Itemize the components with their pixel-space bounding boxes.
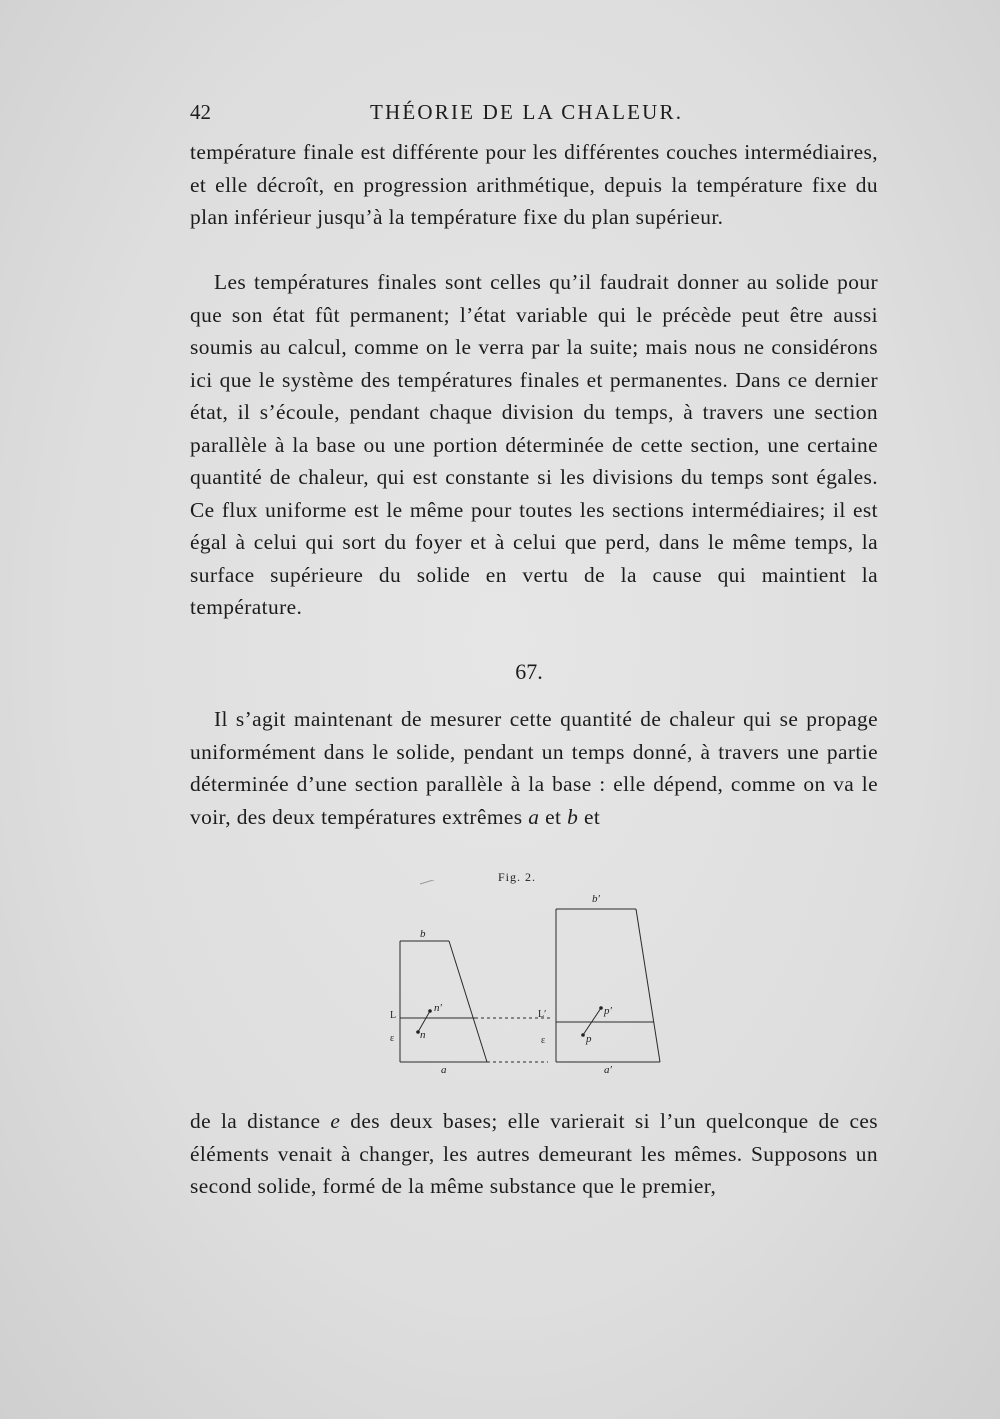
var-b: b [567, 804, 579, 829]
left-slant-edge [449, 941, 487, 1062]
stray-mark [420, 880, 460, 884]
p3-and: et [539, 804, 568, 829]
label-p: p [586, 1033, 592, 1045]
running-title: THÉORIE DE LA CHALEUR. [370, 100, 684, 124]
right-slant-edge [636, 909, 660, 1062]
point-p [581, 1033, 585, 1037]
paragraph-continuation-bottom [190, 1105, 878, 1203]
point-p-prime [599, 1006, 603, 1010]
p4-text-a: de la distance [190, 1109, 331, 1133]
var-a: a [528, 804, 540, 829]
p3-text: Il s’agit maintenant de mesurer cette quantité de chaleur qui se propage uniformément dans le solide, pendant un temps donné, à travers une partie déterminée d’une section parallèle à la base : elle dépend, comme on va le voir, des deux températures extrêmes [190, 707, 878, 829]
label-n-prime: n′ [434, 1002, 442, 1014]
label-eps-left: ε [390, 1033, 395, 1044]
page-number: 42 [190, 100, 211, 124]
label-b-prime: b′ [592, 893, 600, 905]
label-L-prime: L′ [538, 1009, 547, 1020]
label-a: a [441, 1064, 447, 1076]
label-p-prime: p′ [604, 1005, 612, 1017]
figure-caption: Fig. 2. [498, 870, 537, 884]
label-b: b [420, 928, 426, 940]
figure-two-solids [380, 880, 680, 1080]
running-header [190, 96, 880, 130]
paragraph-heat-quantity [190, 703, 878, 833]
label-n: n [420, 1029, 426, 1041]
paragraph-continuation: température finale est différente pour les différentes couches intermédiaires, et elle décroît, en progression arithmétique, depuis la température fixe du plan inférieur jusqu’à la température fixe du plan supérieur. [190, 140, 878, 229]
section-number: 67. [515, 659, 543, 684]
label-eps-right: ε [541, 1035, 546, 1046]
point-n-prime [428, 1009, 432, 1013]
label-L: L [390, 1010, 397, 1021]
var-e: e [330, 1109, 341, 1133]
p3-end: et [578, 804, 601, 829]
label-a-prime: a′ [604, 1064, 612, 1076]
p4-text-b: des deux bases; elle varierait si l’un quelconque de ces éléments venait à changer, les autres demeurant les mêmes. Supposons un second solide, formé de la même substance que le premier, [190, 1109, 878, 1198]
paragraph-final-temperatures: Les températures finales sont celles qu’il faudrait donner au solide pour que son état fût permanent; l’état variable qui le précède peut être aussi soumis au calcul, comme on le verra par la suite; mais nous ne considérons ici que le système des températures finales et permanentes. Dans ce dernier état, il s’écoule, pendant chaque division du temps, à travers une section parallèle à la base ou une portion déterminée de cette section, une certaine quantité de chaleur, qui est constante si les divisions du temps sont égales. Ce flux uniforme est le même pour toutes les sections intermédiaires; il est égal à celui qui sort du foyer et à celui que perd, dans le même temps, la surface supérieure du solide en vertu de la cause qui maintient la température. [190, 270, 878, 619]
